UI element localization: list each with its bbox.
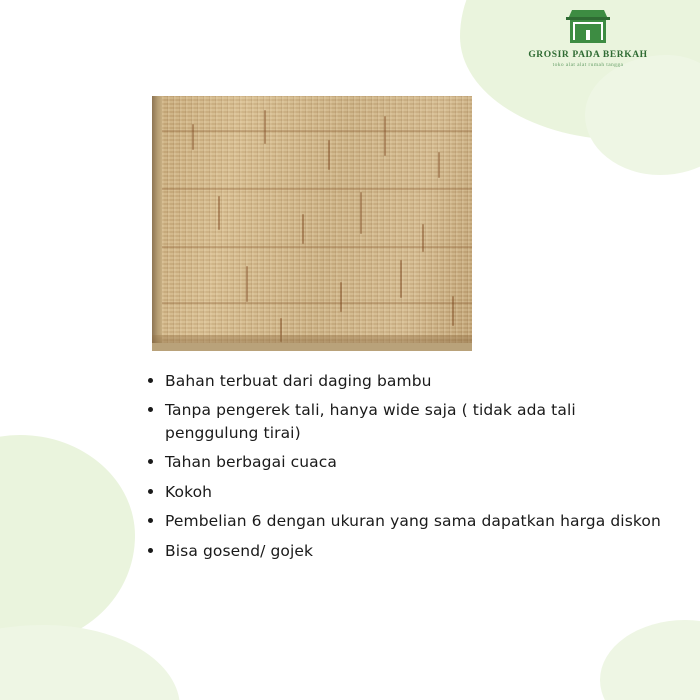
bamboo-knot (218, 196, 220, 230)
list-item (145, 510, 665, 532)
feature-text: Tahan berbagai cuaca (165, 453, 337, 472)
feature-text: Pembelian 6 dengan ukuran yang sama dapatkan harga diskon (165, 512, 661, 531)
bamboo-knot (400, 260, 402, 298)
bullet-icon (148, 407, 153, 412)
list-item (145, 481, 665, 503)
decorative-blob-bottom-left-secondary (0, 625, 180, 700)
bamboo-knot (360, 192, 362, 234)
bamboo-node-line (152, 302, 472, 304)
brand-logo (518, 6, 658, 68)
bamboo-knot (264, 110, 266, 144)
bullet-icon (148, 378, 153, 383)
bullet-icon (148, 489, 153, 494)
product-image (152, 96, 472, 351)
bamboo-node-line (152, 188, 472, 190)
feature-text: Kokoh (165, 482, 213, 501)
feature-text: Tanpa pengerek tali, hanya wide saja ( tidak ada tali penggulung tirai) (165, 401, 576, 442)
blind-left-edge (152, 96, 162, 351)
bamboo-knot (438, 152, 440, 178)
bullet-icon (148, 459, 153, 464)
floor-strip (152, 343, 472, 351)
bamboo-knot (340, 282, 342, 312)
bamboo-knot (328, 140, 330, 170)
storefront-icon (562, 6, 614, 46)
bamboo-knot (452, 296, 454, 326)
brand-name: GROSIR PADA BERKAH (528, 50, 648, 60)
brand-tagline: toko alat alat rumah tangga (552, 62, 624, 68)
bamboo-knot (192, 124, 194, 150)
decorative-blob-bottom-left (0, 435, 135, 645)
list-item (145, 540, 665, 562)
bamboo-knot (302, 214, 304, 244)
bullet-icon (148, 518, 153, 523)
feature-list (145, 370, 665, 562)
feature-text: Bisa gosend/ gojek (165, 541, 314, 560)
feature-text: Bahan terbuat dari daging bambu (165, 372, 432, 390)
bamboo-knot (422, 224, 424, 252)
bamboo-knot (246, 266, 248, 302)
feature-section (145, 370, 665, 569)
bamboo-node-line (152, 130, 472, 132)
list-item (145, 451, 665, 473)
list-item (145, 370, 665, 392)
list-item (145, 399, 665, 444)
bamboo-node-line (152, 246, 472, 248)
bamboo-knot (384, 116, 386, 156)
bullet-icon (148, 548, 153, 553)
decorative-blob-bottom-right (600, 620, 700, 700)
bamboo-texture (152, 96, 472, 351)
